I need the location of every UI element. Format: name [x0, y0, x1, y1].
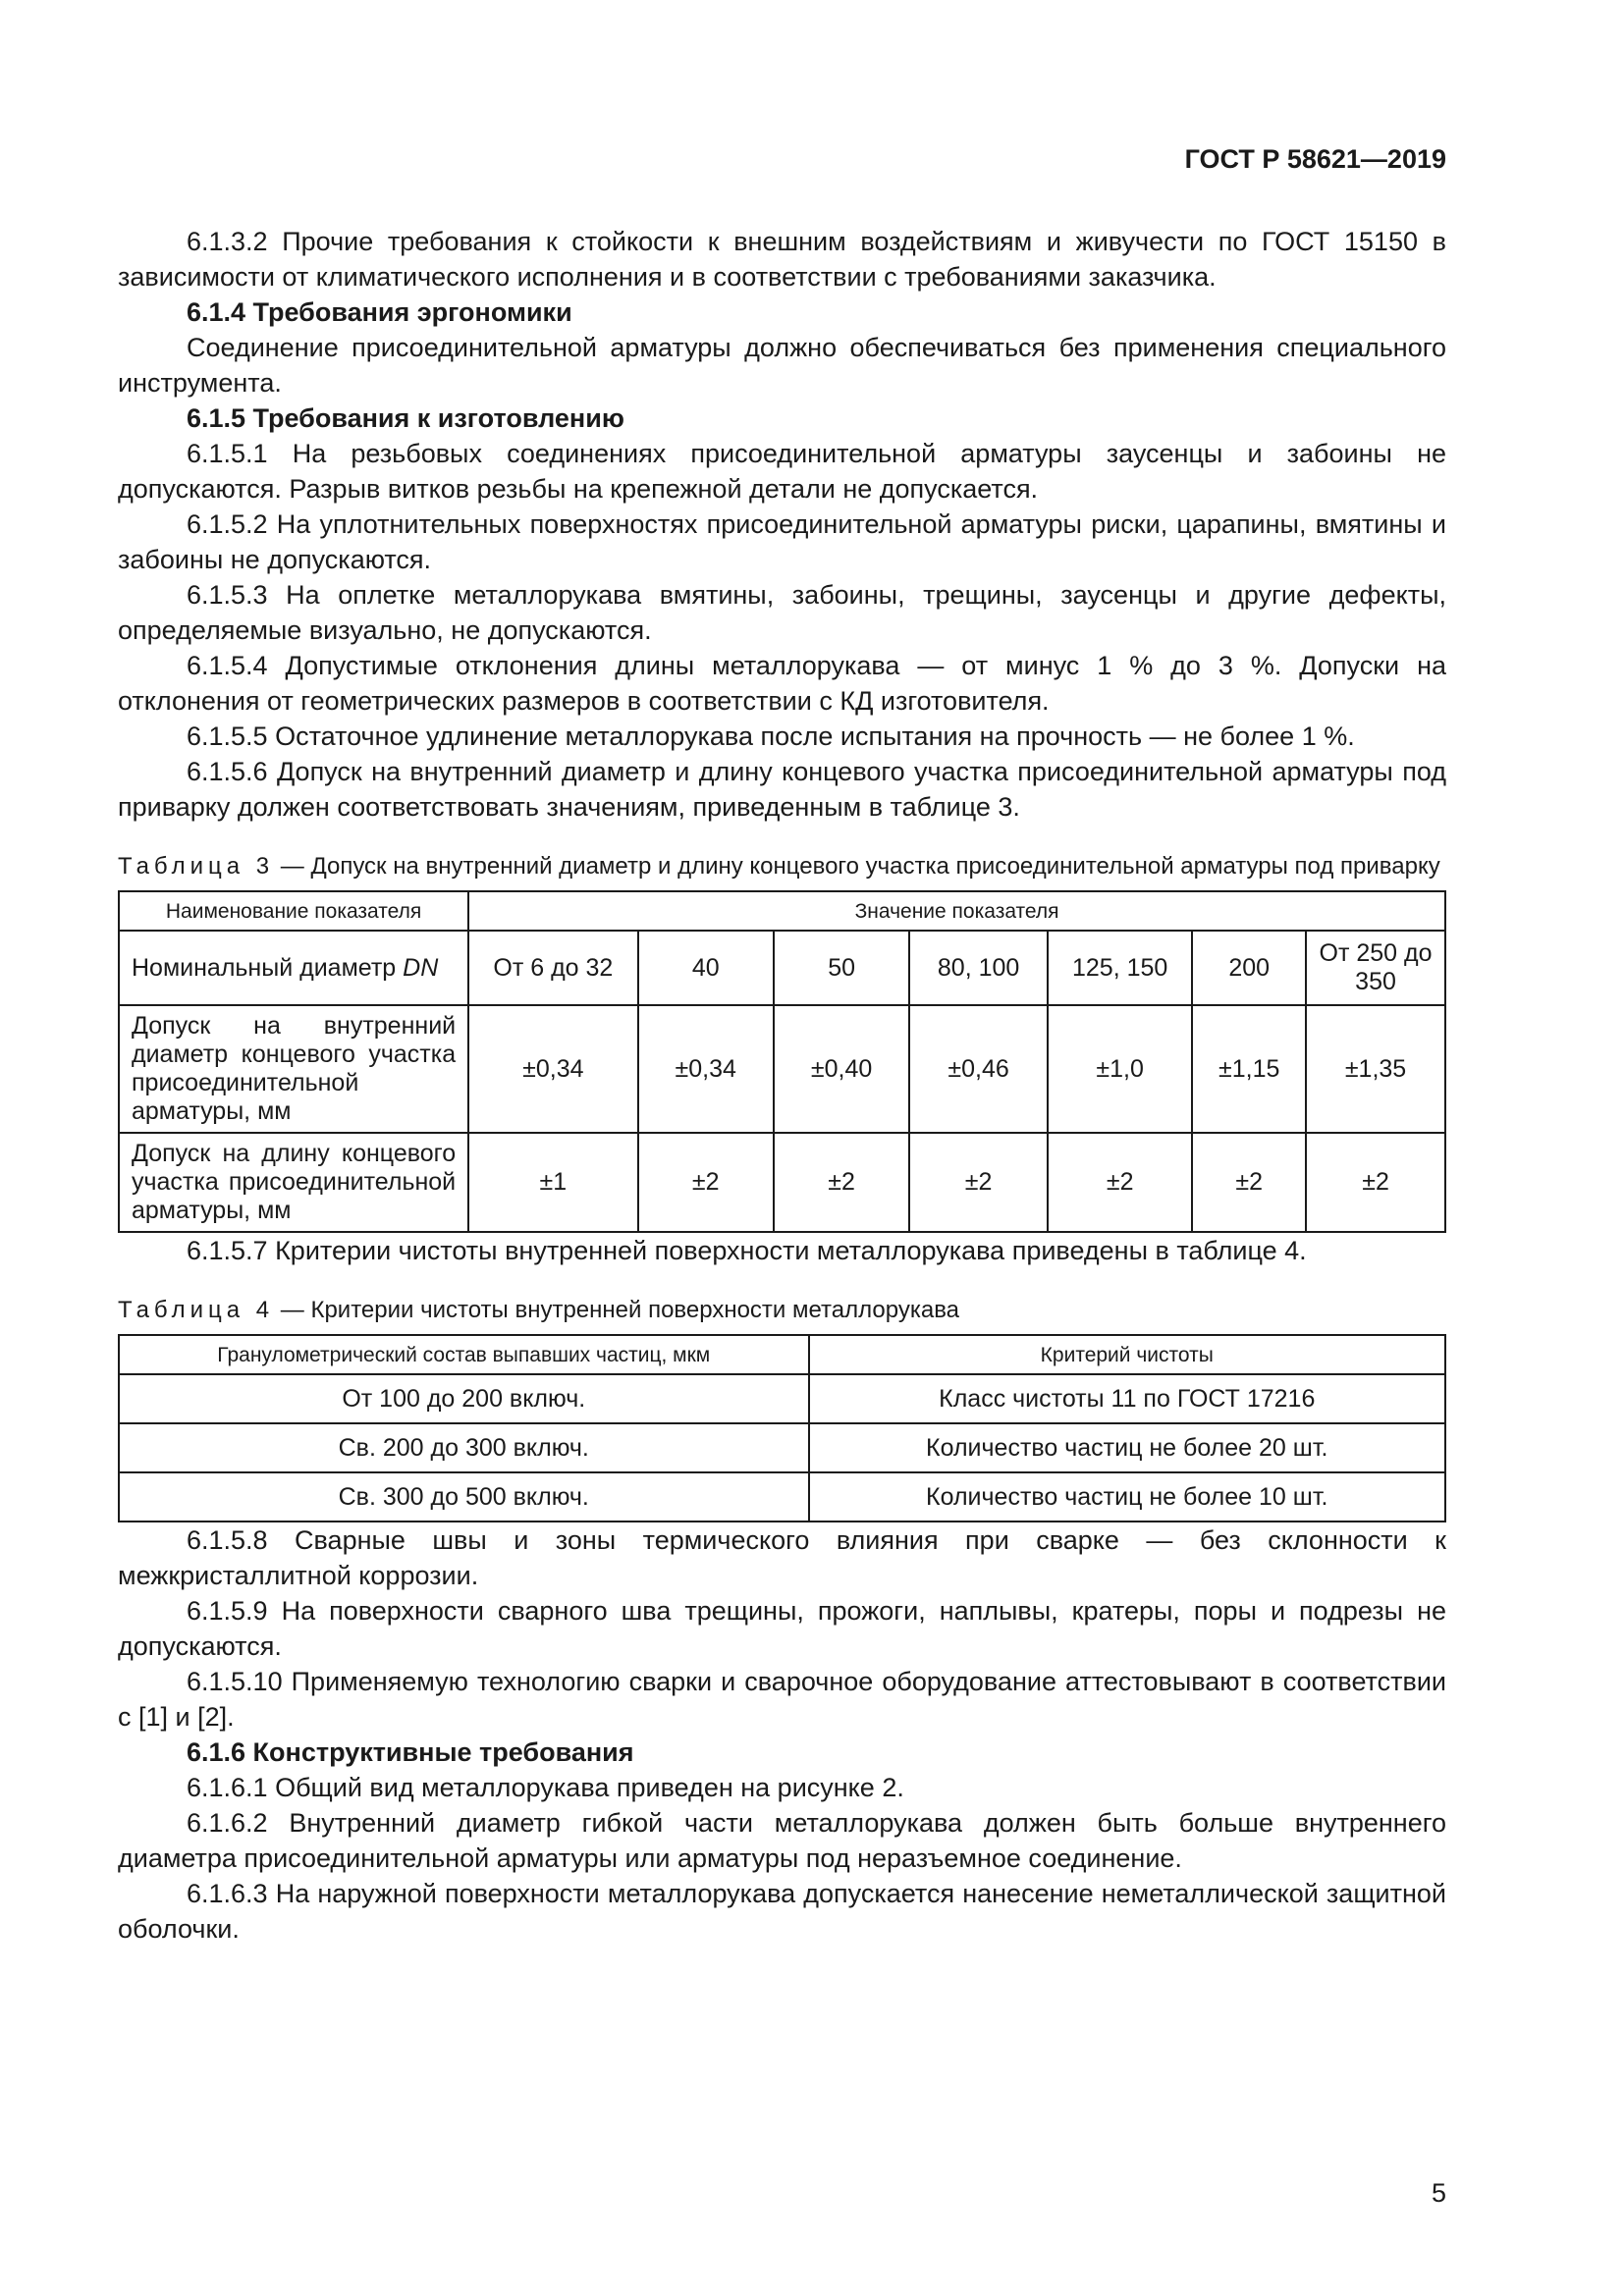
table-cell: От 100 до 200 включ. — [119, 1374, 809, 1423]
table-cell: ±2 — [1306, 1133, 1445, 1232]
table-cell: ±2 — [638, 1133, 774, 1232]
paragraph-6-1-5-6: 6.1.5.6 Допуск на внутренний диаметр и длину концевого участка присоединительной арматуры под приварку должен соответствовать значениям, приведенным в таблице 3. — [118, 757, 1446, 822]
page-content — [118, 224, 1446, 1947]
paragraph-6-1-5-9: 6.1.5.9 На поверхности сварного шва трещины, прожоги, наплывы, кратеры, поры и подрезы не допускаются. — [118, 1596, 1446, 1661]
paragraph-6-1-5-4: 6.1.5.4 Допустимые отклонения длины металлорукава — от минус 1 % до 3 %. Допуски на отклонения от геометрических размеров в соответствии с КД изготовителя. — [118, 651, 1446, 716]
heading-6-1-5: 6.1.5 Требования к изготовлению — [187, 403, 624, 433]
paragraph-6-1-5-8: 6.1.5.8 Сварные швы и зоны термического влияния при сварке — без склонности к межкристаллитной коррозии. — [118, 1525, 1446, 1590]
paragraph-6-1-5-7: 6.1.5.7 Критерии чистоты внутренней поверхности металлорукава приведены в таблице 4. — [187, 1236, 1307, 1265]
table-cell: ±1,0 — [1048, 1005, 1192, 1133]
table-cell: ±2 — [774, 1133, 909, 1232]
table-cell: 200 — [1192, 931, 1306, 1005]
heading-6-1-4: 6.1.4 Требования эргономики — [187, 297, 572, 327]
row-label-text: Номинальный диаметр — [132, 953, 404, 982]
table-row — [119, 1472, 1445, 1522]
table-cell: Св. 200 до 300 включ. — [119, 1423, 809, 1472]
paragraph-6-1-5-10: 6.1.5.10 Применяемую технологию сварки и сварочное оборудование аттестовывают в соответствии с [1] и [2]. — [118, 1667, 1446, 1732]
table-3-caption — [118, 850, 1446, 882]
table-cell: ±1,35 — [1306, 1005, 1445, 1133]
table-3-row-length-tolerance — [119, 1133, 1445, 1232]
table-3-row-nominal-diameter — [119, 931, 1445, 1005]
table-cell: От 250 до 350 — [1306, 931, 1445, 1005]
table-3-caption-label: Таблица 3 — [118, 853, 275, 880]
table-4-header-left: Гранулометрический состав выпавших частиц, мкм — [119, 1335, 809, 1374]
table-row — [119, 1374, 1445, 1423]
table-4-caption-text: — Критерии чистоты внутренней поверхности металлорукава — [274, 1297, 960, 1323]
table-4-header-right: Критерий чистоты — [809, 1335, 1445, 1374]
paragraph-6-1-5-1: 6.1.5.1 На резьбовых соединениях присоединительной арматуры заусенцы и забоины не допускаются. Разрыв витков резьбы на крепежной детали не допускается. — [118, 439, 1446, 504]
table-cell: Количество частиц не более 10 шт. — [809, 1472, 1445, 1522]
table-4-caption-label: Таблица 4 — [118, 1297, 275, 1323]
table-cell: ±2 — [1048, 1133, 1192, 1232]
paragraph-6-1-5-5: 6.1.5.5 Остаточное удлинение металлорукава после испытания на прочность — не более 1 %. — [187, 721, 1355, 751]
table-3-row-label: Допуск на внутренний диаметр концевого участка присоединительной арматуры, мм — [119, 1005, 468, 1133]
table-cell: 40 — [638, 931, 774, 1005]
paragraph-6-1-5-3: 6.1.5.3 На оплетке металлорукава вмятины, забоины, трещины, заусенцы и другие дефекты, определяемые визуально, не допускаются. — [118, 580, 1446, 645]
table-cell: Количество частиц не более 20 шт. — [809, 1423, 1445, 1472]
table-cell: Класс чистоты 11 по ГОСТ 17216 — [809, 1374, 1445, 1423]
page-number: 5 — [1431, 2178, 1446, 2208]
table-3-header-name: Наименование показателя — [119, 891, 468, 931]
table-3-row-label: Допуск на длину концевого участка присоединительной арматуры, мм — [119, 1133, 468, 1232]
table-cell: ±0,34 — [468, 1005, 637, 1133]
paragraph-6-1-3-2: 6.1.3.2 Прочие требования к стойкости к внешним воздействиям и живучести по ГОСТ 15150 в зависимости от климатического исполнения и в соответствии с требованиями заказчика. — [118, 227, 1446, 292]
table-cell: ±0,40 — [774, 1005, 909, 1133]
paragraph-6-1-6-2: 6.1.6.2 Внутренний диаметр гибкой части металлорукава должен быть больше внутреннего диаметра присоединительной арматуры или арматуры под неразъемное соединение. — [118, 1808, 1446, 1873]
table-cell: ±2 — [1192, 1133, 1306, 1232]
table-row — [119, 1423, 1445, 1472]
row-label-italic: DN — [403, 953, 439, 982]
table-cell: 50 — [774, 931, 909, 1005]
table-cell: ±2 — [909, 1133, 1048, 1232]
heading-6-1-6: 6.1.6 Конструктивные требования — [187, 1737, 634, 1767]
paragraph-6-1-5-2: 6.1.5.2 На уплотнительных поверхностях присоединительной арматуры риски, царапины, вмятины и забоины не допускаются. — [118, 509, 1446, 574]
table-cell: 125, 150 — [1048, 931, 1192, 1005]
document-code-header: ГОСТ Р 58621—2019 — [1184, 144, 1446, 174]
table-3-row-label — [119, 931, 468, 1005]
table-cell: ±0,34 — [638, 1005, 774, 1133]
table-3-row-inner-diameter-tolerance — [119, 1005, 1445, 1133]
paragraph-6-1-6-1: 6.1.6.1 Общий вид металлорукава приведен на рисунке 2. — [187, 1773, 904, 1802]
table-3-header-value: Значение показателя — [468, 891, 1445, 931]
table-4-header-row — [119, 1335, 1445, 1374]
table-4-caption — [118, 1294, 1446, 1326]
table-cell: ±1,15 — [1192, 1005, 1306, 1133]
paragraph-6-1-4: Соединение присоединительной арматуры должно обеспечиваться без применения специального инструмента. — [118, 333, 1446, 398]
table-cell: Св. 300 до 500 включ. — [119, 1472, 809, 1522]
table-3-caption-text: — Допуск на внутренний диаметр и длину концевого участка присоединительной арматуры под приварку — [274, 853, 1440, 880]
table-cell: От 6 до 32 — [468, 931, 637, 1005]
paragraph-6-1-6-3: 6.1.6.3 На наружной поверхности металлорукава допускается нанесение неметаллической защитной оболочки. — [118, 1879, 1446, 1944]
table-cell: 80, 100 — [909, 931, 1048, 1005]
table-3 — [118, 890, 1446, 1233]
table-cell: ±1 — [468, 1133, 637, 1232]
table-cell: ±0,46 — [909, 1005, 1048, 1133]
table-3-header-row — [119, 891, 1445, 931]
table-4 — [118, 1334, 1446, 1522]
